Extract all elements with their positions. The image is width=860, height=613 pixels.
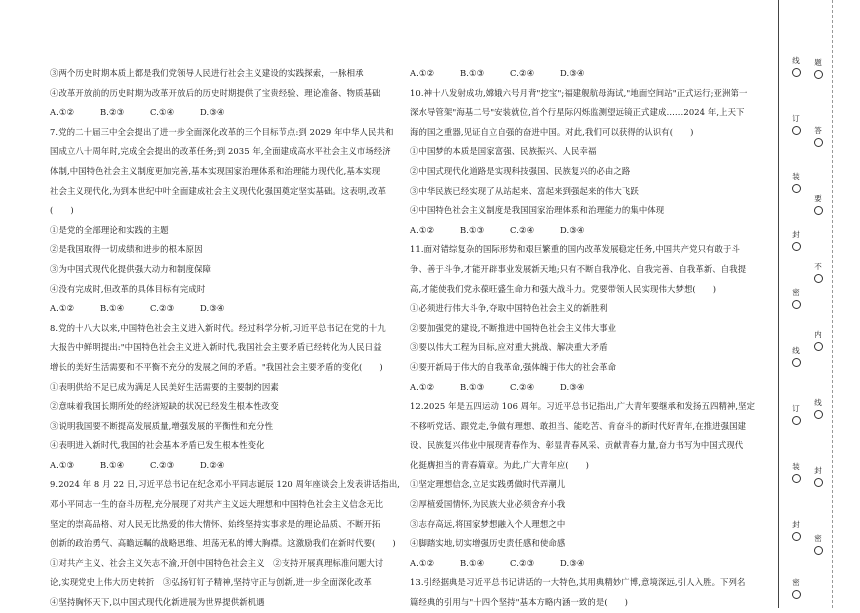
answer-options bbox=[50, 456, 416, 476]
text-line: 国成立八十周年时,完成全会提出的改革任务;到 2035 年,全面建成高水平社会主义市场经济 bbox=[50, 146, 391, 157]
text-line: ④要开新局于伟大的自我革命,强体魄于伟大的社会革命 bbox=[410, 361, 617, 372]
seal-line bbox=[832, 0, 834, 608]
answer-option: D.③④ bbox=[200, 303, 225, 314]
answer-options bbox=[410, 64, 776, 84]
circle-mark-icon bbox=[792, 242, 801, 251]
text-line: 争、善于斗争,才能开辟事业发展新天地;只有不断自我净化、自我完善、自我革新、自我提 bbox=[410, 263, 747, 274]
text-line: ①坚定理想信念,立足实践勇做时代弄潮儿 bbox=[410, 479, 566, 490]
circle-mark-icon bbox=[792, 358, 801, 367]
answer-options bbox=[50, 299, 416, 319]
text-line: 体制,中国特色社会主义制度更加完善,基本实现国家治理体系和治理能力现代化,基本实现 bbox=[50, 165, 381, 176]
answer-option: A.①② bbox=[50, 303, 75, 314]
text-line: ③说明我国要不断提高发展质量,增强发展的平衡性和充分性 bbox=[50, 420, 274, 431]
answer-option: B.①④ bbox=[100, 303, 125, 314]
seal-char: 答 bbox=[814, 126, 822, 135]
seal-char: 题 bbox=[814, 58, 822, 67]
seal-char: 线 bbox=[792, 346, 800, 355]
seal-mark bbox=[786, 462, 806, 485]
answer-option: D.③④ bbox=[200, 107, 225, 118]
answer-option: B.①③ bbox=[460, 68, 485, 78]
circle-mark-icon bbox=[792, 68, 801, 77]
answer-options bbox=[50, 103, 416, 123]
text-line: 8.党的十八大以来,中国特色社会主义进入新时代。经过科学分析,习近平总书记在党的十九 bbox=[50, 322, 386, 333]
answer-option: C.②④ bbox=[510, 381, 535, 392]
seal-char: 订 bbox=[792, 114, 800, 123]
answer-option: A.①② bbox=[50, 107, 75, 118]
text-line: ④脚踏实地,切实增强历史责任感和使命感 bbox=[410, 538, 566, 549]
seal-char: 装 bbox=[792, 172, 800, 181]
answer-option: A.①② bbox=[410, 68, 435, 78]
seal-char: 不 bbox=[814, 262, 822, 271]
circle-mark-icon bbox=[792, 126, 801, 135]
seal-mark bbox=[808, 58, 828, 81]
answer-option: A.①② bbox=[410, 557, 435, 568]
text-line: ①对共产主义、社会主义矢志不渝,开创中国特色社会主义 ②支持开展真理标准问题大讨 bbox=[50, 557, 384, 568]
seal-mark bbox=[786, 172, 806, 195]
seal-char: 线 bbox=[814, 398, 822, 407]
seal-mark bbox=[786, 346, 806, 369]
circle-mark-icon bbox=[814, 410, 823, 419]
text-line: 创新的政治勇气、高瞻远瞩的战略思维、坦荡无私的博大胸襟。这激励我们在新时代要( ) bbox=[50, 538, 396, 549]
text-line: 邓小平同志一生的奋斗历程,充分展现了对共产主义远大理想和中国特色社会主义信念无比 bbox=[50, 499, 384, 510]
text-line: ①必须进行伟大斗争,夺取中国特色社会主义的新胜利 bbox=[410, 303, 608, 314]
answer-option: D.③④ bbox=[560, 224, 585, 235]
right-column bbox=[410, 64, 776, 613]
seal-mark bbox=[808, 330, 828, 353]
binding-margin bbox=[778, 0, 860, 608]
answer-option: A.①③ bbox=[50, 459, 75, 470]
seal-mark bbox=[786, 520, 806, 543]
text-line: 化挺膺担当的青春篇章。为此,广大青年应( ) bbox=[410, 459, 589, 470]
seal-mark bbox=[808, 398, 828, 421]
seal-char: 线 bbox=[792, 56, 800, 65]
answer-option: D.③④ bbox=[560, 557, 585, 568]
circle-mark-icon bbox=[814, 274, 823, 283]
seal-mark bbox=[808, 534, 828, 557]
text-line: ①中国梦的本质是国家富强、民族振兴、人民幸福 bbox=[410, 146, 597, 157]
text-line: ②中国式现代化道路是实现科技强国、民族复兴的必由之路 bbox=[410, 165, 631, 176]
circle-mark-icon bbox=[814, 138, 823, 147]
text-line: ③志存高远,将国家梦想融入个人理想之中 bbox=[410, 518, 566, 529]
circle-mark-icon bbox=[792, 184, 801, 193]
circle-mark-icon bbox=[792, 474, 801, 483]
seal-mark bbox=[786, 56, 806, 79]
text-line: 13.引经据典是习近平总书记讲话的一大特色,其用典精妙广博,意境深远,引人入胜。下列名 bbox=[410, 577, 746, 588]
text-line: 增长的美好生活需要和不平衡不充分的发展之间的矛盾。"我国社会主要矛盾的变化( ) bbox=[50, 361, 383, 372]
seal-char: 密 bbox=[814, 534, 822, 543]
answer-option: B.①③ bbox=[460, 224, 485, 235]
seal-char: 封 bbox=[814, 466, 822, 475]
seal-char: 装 bbox=[792, 462, 800, 471]
circle-mark-icon bbox=[814, 478, 823, 487]
text-line: 12.2025 年是五四运动 106 周年。习近平总书记指出,广大青年要继承和发扬五四精神,坚定 bbox=[410, 401, 756, 412]
text-line: ④没有完成时,但改革的具体目标有完成时 bbox=[50, 283, 206, 294]
answer-option: B.②③ bbox=[100, 107, 125, 118]
left-column bbox=[50, 64, 416, 613]
answer-options bbox=[410, 378, 776, 398]
text-line: ④坚持胸怀天下,以中国式现代化新进展为世界提供新机遇 bbox=[50, 597, 265, 608]
answer-option: A.①② bbox=[410, 381, 435, 392]
text-line: ①是党的全部理论和实践的主题 bbox=[50, 224, 169, 235]
answer-option: D.②④ bbox=[200, 459, 225, 470]
text-line: ②厚植爱国情怀,为民族大业必须舍弃小我 bbox=[410, 499, 566, 510]
seal-char: 要 bbox=[814, 194, 822, 203]
seal-char: 封 bbox=[792, 520, 800, 529]
circle-mark-icon bbox=[814, 546, 823, 555]
seal-char: 内 bbox=[814, 330, 822, 339]
text-line: ③为中国式现代化提供强大动力和制度保障 bbox=[50, 263, 212, 274]
seal-mark bbox=[808, 262, 828, 285]
text-line: 11.面对错综复杂的国际形势和艰巨繁重的国内改革发展稳定任务,中国共产党只有敢于斗 bbox=[410, 244, 740, 255]
answer-option: B.①④ bbox=[460, 557, 485, 568]
seal-mark bbox=[786, 230, 806, 253]
seal-mark bbox=[808, 126, 828, 149]
text-line: ②是我国取得一切成绩和进步的根本原因 bbox=[50, 244, 203, 255]
answer-option: C.①④ bbox=[150, 107, 175, 118]
text-line: ③中华民族已经实现了从站起来、富起来到强起来的伟大飞跃 bbox=[410, 185, 639, 196]
answer-options bbox=[410, 221, 776, 241]
text-line: ③两个历史时期本质上都是我们党领导人民进行社会主义建设的实践探索，一脉相承 bbox=[50, 68, 364, 78]
seal-char: 订 bbox=[792, 404, 800, 413]
text-line: ④表明进入新时代,我国的社会基本矛盾已发生根本性变化 bbox=[50, 440, 265, 451]
circle-mark-icon bbox=[814, 342, 823, 351]
seal-mark bbox=[786, 578, 806, 601]
circle-mark-icon bbox=[792, 416, 801, 425]
answer-option: C.②③ bbox=[150, 303, 175, 314]
text-line: 坚定的崇高品格、对人民无比热爱的伟大情怀、始终坚持实事求是的理论品质、不断开拓 bbox=[50, 518, 381, 529]
answer-option: A.①② bbox=[410, 224, 435, 235]
text-line: ④中国特色社会主义制度是我国国家治理体系和治理能力的集中体现 bbox=[410, 205, 665, 216]
seal-char: 封 bbox=[792, 230, 800, 239]
circle-mark-icon bbox=[792, 590, 801, 599]
seal-mark bbox=[786, 288, 806, 311]
text-line: 篇经典的引用与"十四个坚持"基本方略内涵一致的是( ) bbox=[410, 597, 629, 608]
seal-char: 密 bbox=[792, 288, 800, 297]
circle-mark-icon bbox=[792, 532, 801, 541]
seal-mark bbox=[808, 466, 828, 489]
text-line: 海的国之重器,见证自立自强的奋进中国。对此,我们可以获得的认识有( ) bbox=[410, 126, 694, 137]
binding-line bbox=[778, 0, 779, 608]
answer-option: C.②④ bbox=[510, 68, 535, 78]
seal-mark bbox=[786, 404, 806, 427]
text-line: 大报告中鲜明提出:"中国特色社会主义进入新时代,我国社会主要矛盾已经转化为人民日益 bbox=[50, 342, 382, 353]
answer-option: C.②③ bbox=[510, 557, 535, 568]
seal-char: 密 bbox=[792, 578, 800, 587]
text-line: 设、民族复兴伟业中展现青春作为、彰显青春风采、贡献青春力量,奋力书写为中国式现代 bbox=[410, 440, 744, 451]
text-line: 7.党的二十届三中全会提出了进一步全面深化改革的三个目标节点:到 2029 年中华人民共和 bbox=[50, 126, 394, 137]
text-line: 社会主义现代化,为到本世纪中叶全面建成社会主义现代化强国奠定坚实基础。这表明,改革 bbox=[50, 185, 387, 196]
answer-options bbox=[410, 554, 776, 574]
answer-option: C.②③ bbox=[150, 459, 175, 470]
text-line: ①表明供给不足已成为满足人民美好生活需要的主要制约因素 bbox=[50, 381, 279, 392]
circle-mark-icon bbox=[814, 206, 823, 215]
text-line: ②意味着我国长期所处的经济短缺的状况已经发生根本性改变 bbox=[50, 401, 279, 412]
answer-option: D.③④ bbox=[560, 68, 585, 78]
text-line: ( ) bbox=[50, 205, 74, 216]
text-line: 深水导管架"海基二号"安装就位,首个行星际闪烁监测望远镜正式建成……2024 年,上天下 bbox=[410, 107, 745, 118]
text-line: 10.神十八发射成功,嫦娥六号月背"挖宝";福建舰航母海试,"地面空间站"正式运行;亚洲第一 bbox=[410, 87, 748, 98]
answer-option: D.③④ bbox=[560, 381, 585, 392]
text-line: 9.2024 年 8 月 22 日,习近平总书记在纪念邓小平同志诞辰 120 周年座谈会上发表讲话指出, bbox=[50, 479, 401, 490]
circle-mark-icon bbox=[814, 70, 823, 79]
seal-mark bbox=[808, 194, 828, 217]
text-line: ④改革开放前的历史时期为改革开放后的历史时期提供了宝贵经验、理论准备、物质基础 bbox=[50, 87, 381, 98]
answer-option: B.①④ bbox=[100, 459, 125, 470]
circle-mark-icon bbox=[792, 300, 801, 309]
text-line: 高,才能使我们党永葆旺盛生命力和强大战斗力。党要带领人民实现伟大梦想( ) bbox=[410, 283, 717, 294]
answer-option: C.②④ bbox=[510, 224, 535, 235]
seal-mark bbox=[786, 114, 806, 137]
text-line: 不移听党话、跟党走,争做有理想、敢担当、能吃苦、肯奋斗的新时代好青年,在推进强国建 bbox=[410, 420, 747, 431]
text-line: 论,实现党史上伟大历史转折 ③弘扬钉钉子精神,坚持守正与创新,进一步全面深化改革 bbox=[50, 577, 372, 588]
text-line: ②要加强党的建设,不断推进中国特色社会主义伟大事业 bbox=[410, 322, 617, 333]
text-line: ③要以伟大工程为目标,应对重大挑战、解决重大矛盾 bbox=[410, 342, 608, 353]
answer-option: B.①③ bbox=[460, 381, 485, 392]
